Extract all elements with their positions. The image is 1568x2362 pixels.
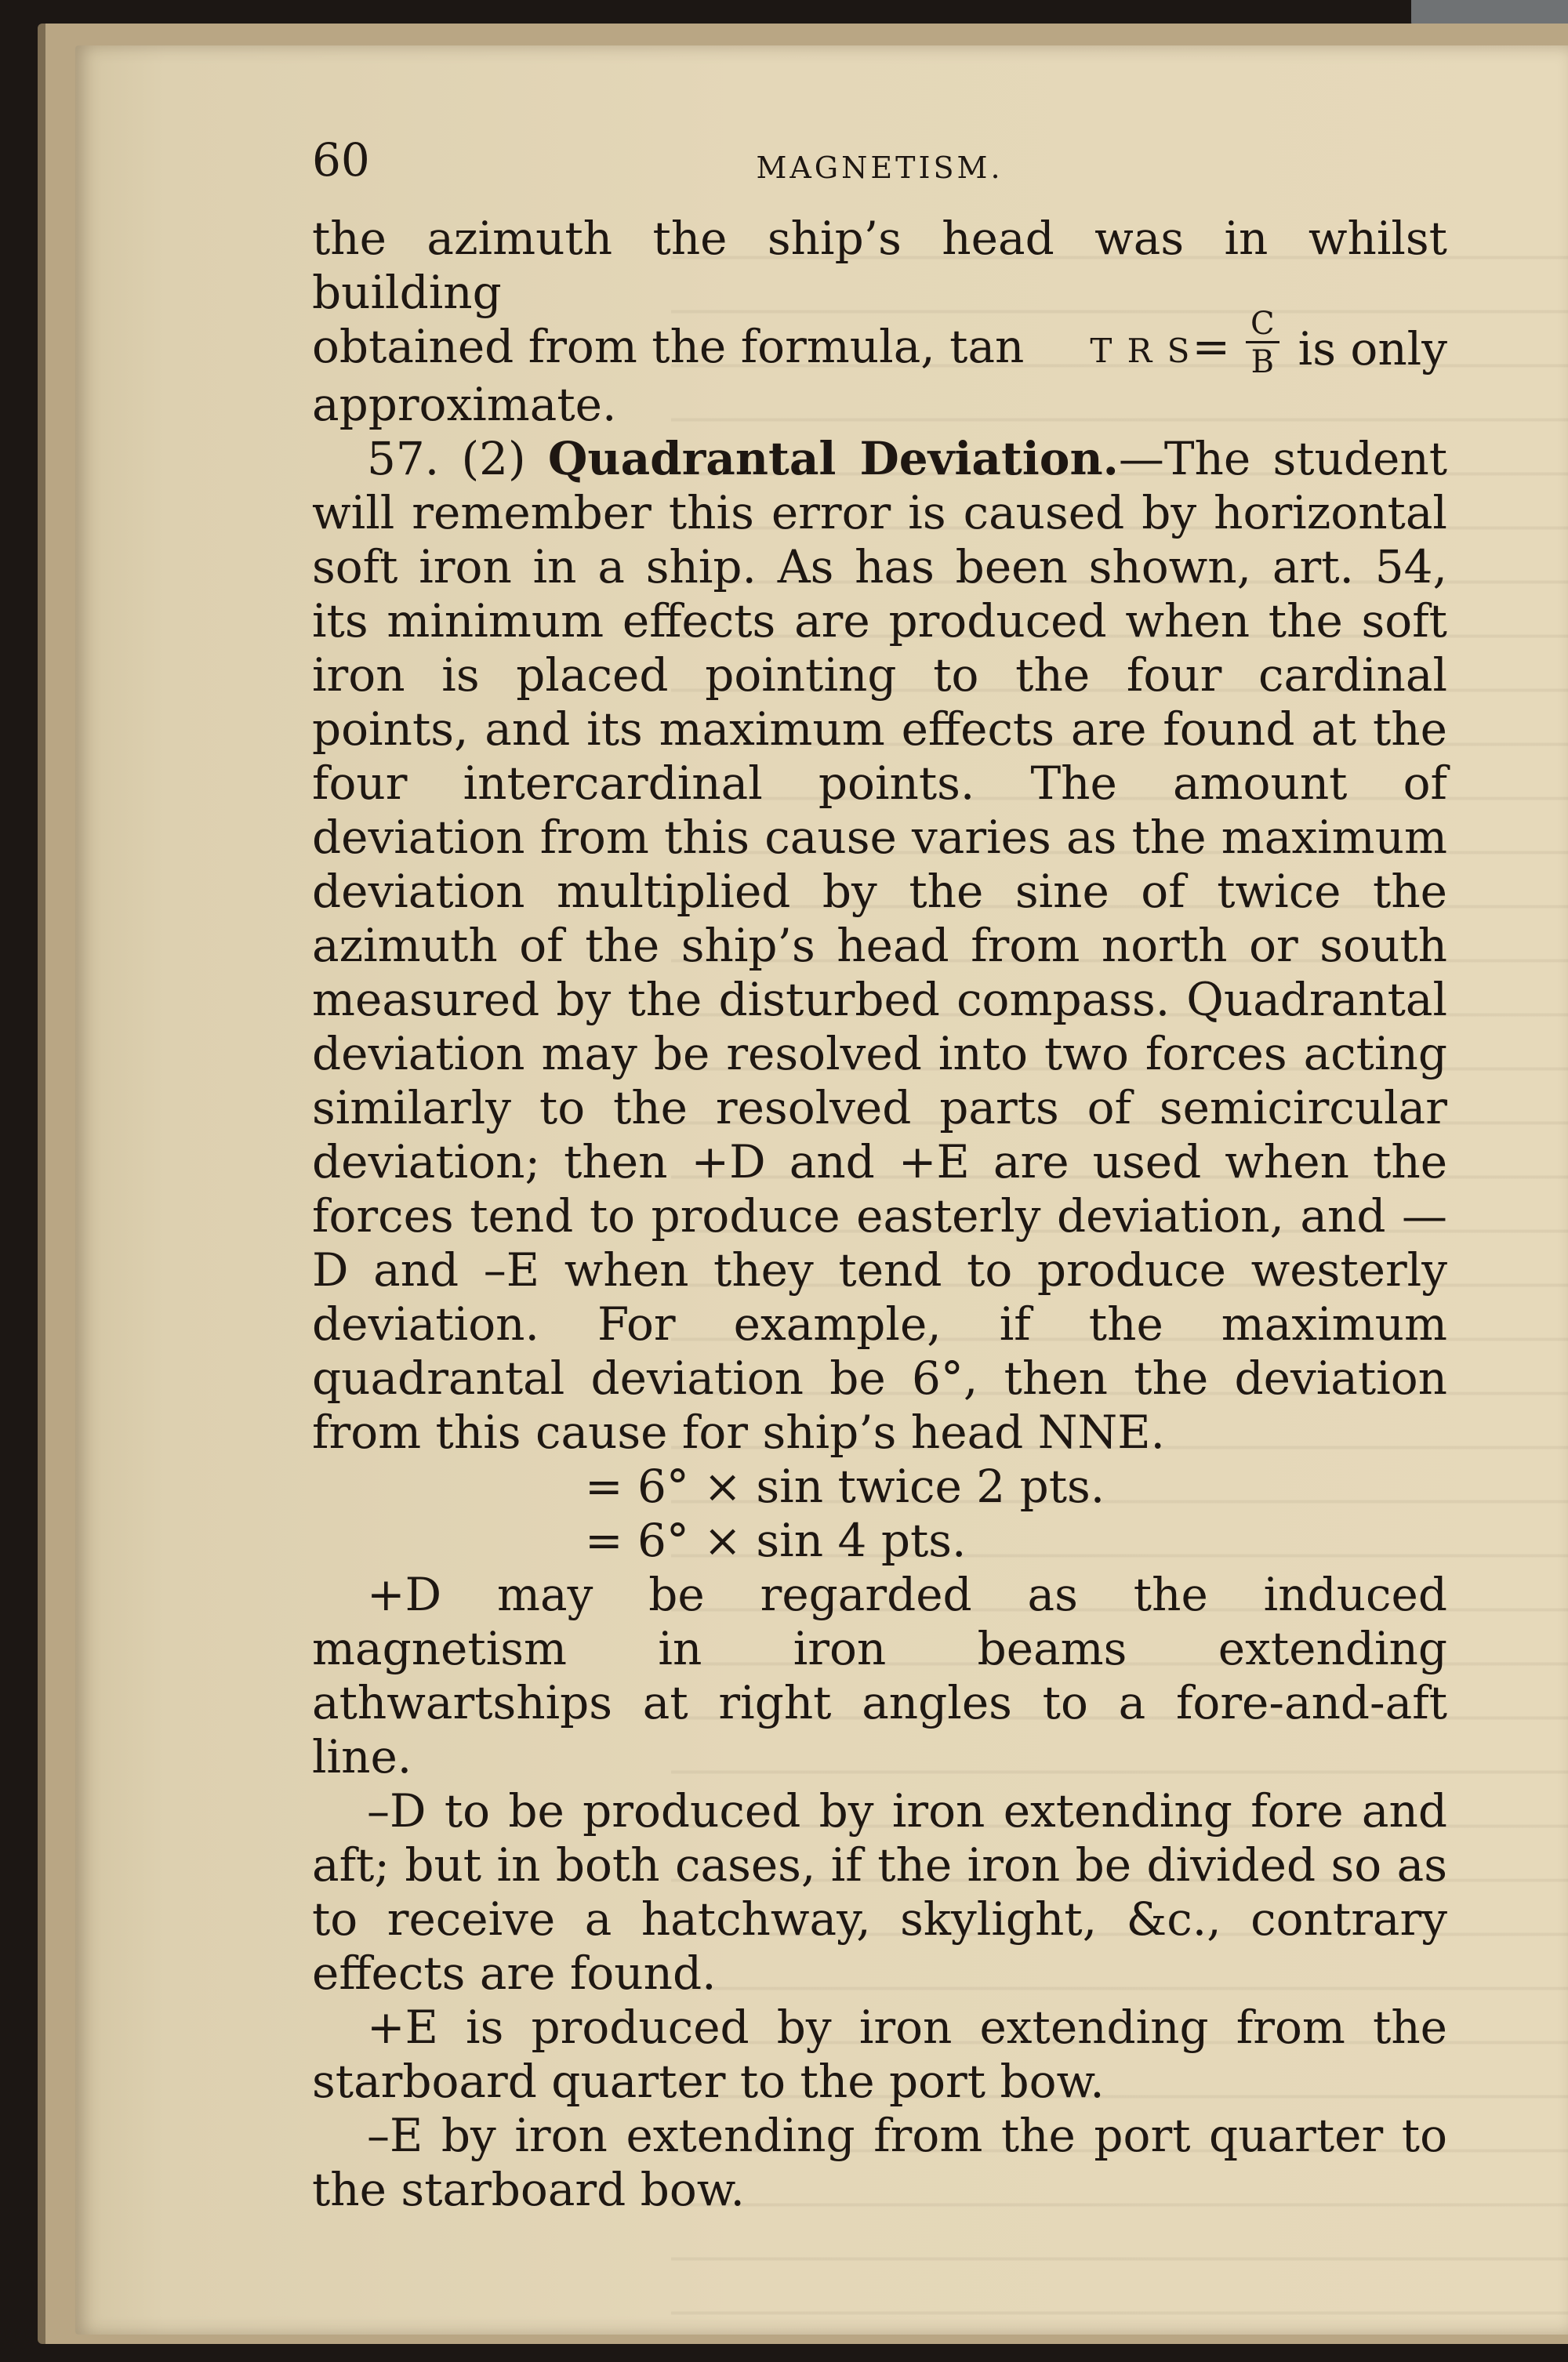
running-head: MAGNETISM. [756, 151, 1004, 185]
minus-d-text: to be produced by iron extending fore and aft; but in both cases, if the iron be divided so as to receive a hatchway, skylight, &c., contrary effects are found. [312, 1784, 1447, 2000]
plus-e-paragraph [312, 2001, 1447, 2109]
formula-symbol: T R S [1090, 332, 1192, 370]
formula-fraction [1246, 305, 1279, 380]
symbol-plus-e: +E [898, 1135, 970, 1188]
minus-e-symbol: –E [367, 2109, 423, 2162]
plus-d-text: may be regarded as the induced magnetism in iron beams extending athwartships at right angles to a fore-and-aft line. [312, 1568, 1447, 1783]
section-57-paragraph [312, 432, 1447, 1460]
section-57-continuation-2: when they tend to produce westerly deviation. For example, if the maximum quadrantal deviation be 6°, then the deviation from this cause for ship’s head NNE. [312, 1243, 1447, 1459]
minus-e-text: by iron extending from the port quarter to the starboard bow. [312, 2109, 1447, 2216]
minus-e-paragraph [312, 2109, 1447, 2217]
section-number: 57. (2) [367, 432, 526, 485]
symbol-minus-e: –E [483, 1243, 540, 1297]
formula-trail-text: is only [1298, 321, 1447, 376]
page-number: 60 [312, 133, 370, 187]
page-header [312, 118, 1447, 187]
plus-e-symbol: +E [367, 2001, 438, 2054]
intro-line-1: the azimuth the ship’s head was in whilst building [312, 212, 1447, 319]
plus-d-symbol: +D [367, 1568, 442, 1621]
plus-e-text: is produced by iron extending from the starboard quarter to the port bow. [312, 2001, 1447, 2108]
equation-2: = 6° × sin 4 pts. [585, 1514, 967, 1567]
minus-d-paragraph [312, 1784, 1447, 2001]
section-57-continuation-1: are used when the forces tend to produce easterly deviation, and [312, 1135, 1448, 1243]
formula-line [312, 305, 1447, 380]
minus-d-symbol: –D [367, 1784, 426, 1838]
section-heading: Quadrantal Deviation. [547, 432, 1119, 485]
page-text [312, 118, 1447, 2217]
plus-d-paragraph [312, 1568, 1447, 1784]
symbol-plus-d: +D [691, 1135, 766, 1188]
equation-1: = 6° × sin twice 2 pts. [585, 1460, 1105, 1513]
formula-lead-text: obtained from the formula, tan [312, 320, 1025, 373]
and-text-2: and [348, 1243, 484, 1297]
fraction-denominator: B [1250, 343, 1275, 380]
section-57-text: —The student will remember this error is caused by horizontal soft iron in a ship. As has been shown, art. 54, its minimum effects are produced when the soft iron is placed pointing to the four cardinal points, and its maximum effects are found at the four intercardinal points. The amount of deviation from this cause varies as the maximum deviation multiplied by the sine of twice the azimuth of the ship’s head from north or south measured by the disturbed compass. Quadrantal deviation may be resolved into two forces acting similarly to the resolved parts of semicircular deviation; then [312, 432, 1447, 1188]
and-text-1: and [765, 1135, 898, 1188]
fraction-numerator: C [1246, 308, 1279, 343]
formula-equals: = [1192, 320, 1231, 373]
symbol-minus-d: —D [312, 1189, 1447, 1297]
intro-line-3: approximate. [312, 378, 617, 431]
